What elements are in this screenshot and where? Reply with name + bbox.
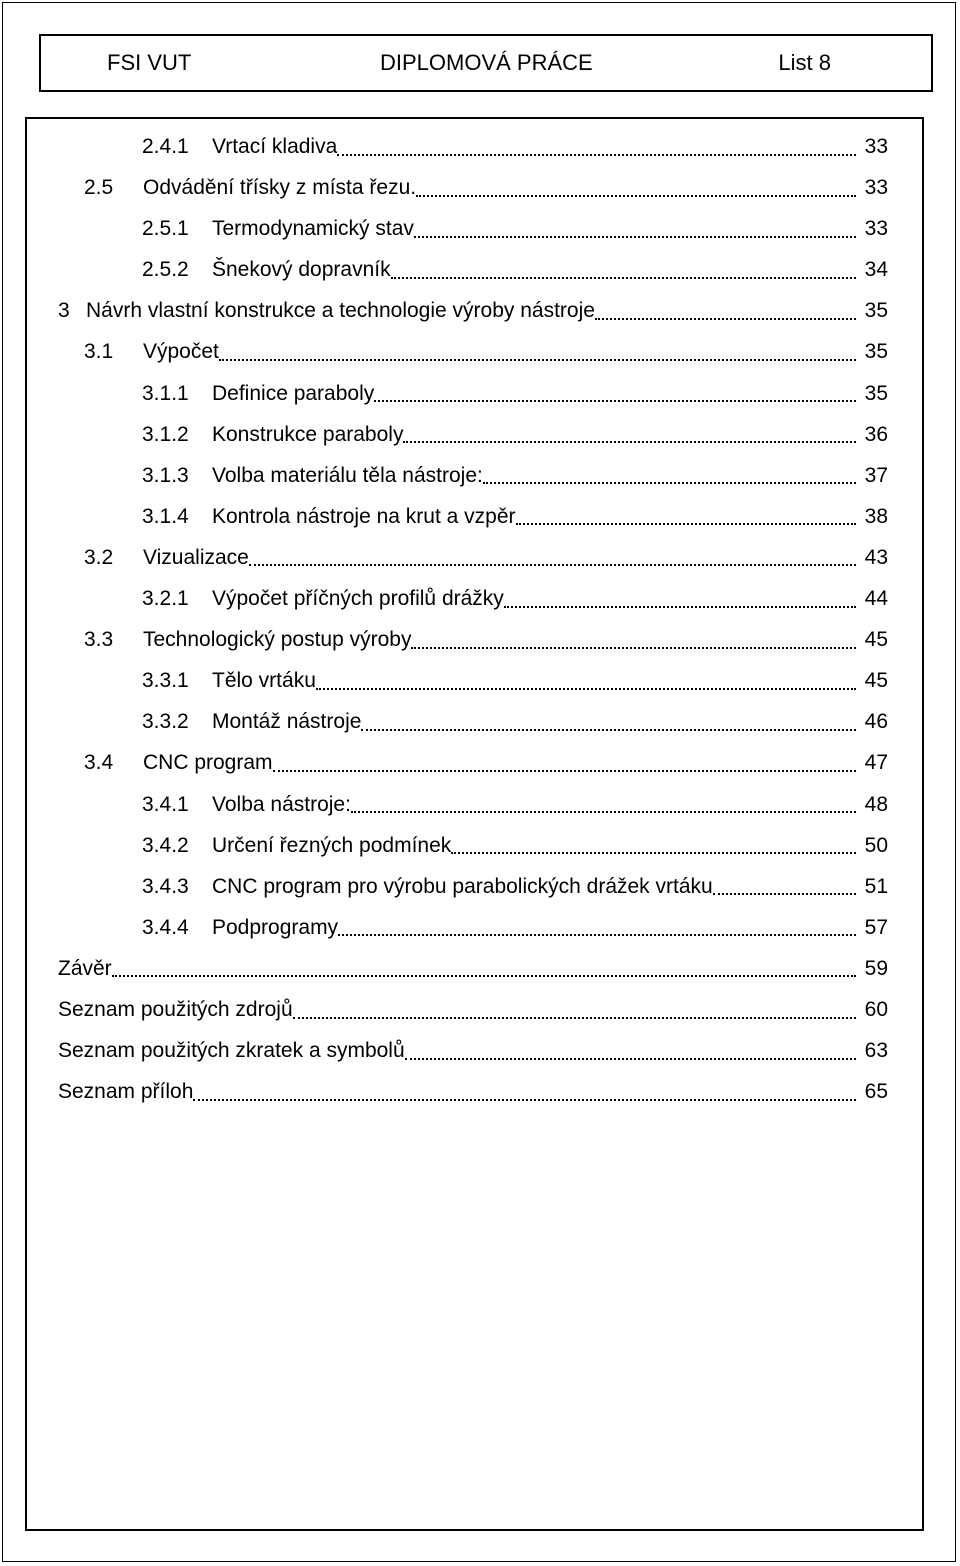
toc-dot-leader [112, 956, 856, 980]
toc-entry-page: 60 [864, 997, 888, 1021]
toc-entry-title: CNC program pro výrobu parabolických drážek vrtáku [212, 874, 713, 898]
toc-entry-page: 35 [864, 340, 888, 364]
toc-entry[interactable] [58, 989, 888, 1030]
toc-entry-title: Šnekový dopravník [212, 258, 391, 282]
toc-entry-title: Seznam použitých zdrojů [58, 997, 293, 1021]
toc-entry-page: 33 [864, 176, 888, 200]
toc-dot-leader [483, 463, 856, 487]
toc-entry[interactable] [58, 373, 888, 414]
toc-entry-page: 33 [864, 217, 888, 241]
toc-entry[interactable] [58, 249, 888, 290]
toc-entry[interactable] [58, 1030, 888, 1071]
toc-entry[interactable] [58, 907, 888, 948]
toc-entry-title: Závěr [58, 956, 112, 980]
toc-entry-page: 45 [864, 628, 888, 652]
header-institution: FSI VUT [107, 50, 192, 75]
toc-entry-page: 35 [864, 299, 888, 323]
toc-dot-leader [249, 545, 856, 569]
toc-entry-page: 38 [864, 504, 888, 528]
toc-dot-leader [219, 340, 856, 364]
toc-entry[interactable] [58, 948, 888, 989]
toc-entry-number: 3.4.2 [142, 833, 189, 857]
toc-entry-title: Vizualizace [143, 545, 249, 569]
header-document-type: DIPLOMOVÁ PRÁCE [380, 50, 593, 75]
header-page-number: List 8 [778, 50, 831, 75]
toc-entry-page: 59 [864, 956, 888, 980]
toc-entry-page: 63 [864, 1039, 888, 1063]
toc-dot-leader [273, 751, 856, 775]
toc-entry-number: 3.1 [84, 340, 114, 364]
toc-entry-title: Podprogramy [212, 915, 339, 939]
toc-entry[interactable] [58, 784, 888, 825]
toc-entry[interactable] [58, 414, 888, 455]
toc-entry-page: 44 [864, 587, 888, 611]
toc-entry-number: 3.4.4 [142, 915, 189, 939]
table-of-contents [58, 126, 888, 1112]
toc-entry-title: Výpočet příčných profilů drážky [212, 587, 504, 611]
toc-entry-number: 3.2 [84, 545, 114, 569]
toc-dot-leader [405, 1039, 856, 1063]
toc-entry-number: 2.5.2 [142, 258, 189, 282]
toc-entry-number: 2.5 [84, 176, 114, 200]
toc-entry[interactable] [58, 290, 888, 331]
toc-entry-page: 50 [864, 833, 888, 857]
toc-entry-title: Seznam příloh [58, 1080, 194, 1104]
toc-entry[interactable] [58, 537, 888, 578]
toc-dot-leader [193, 1080, 856, 1104]
toc-entry[interactable] [58, 331, 888, 372]
toc-entry-title: Konstrukce paraboly [212, 422, 404, 446]
toc-entry-number: 3.2.1 [142, 587, 189, 611]
toc-entry-page: 47 [864, 751, 888, 775]
toc-entry-title: Technologický postup výroby [143, 628, 412, 652]
toc-entry-title: Montáž nástroje [212, 710, 362, 734]
toc-dot-leader [451, 833, 856, 857]
toc-entry-page: 57 [864, 915, 888, 939]
toc-entry-page: 35 [864, 381, 888, 405]
toc-entry[interactable] [58, 866, 888, 907]
toc-entry-number: 3.3.1 [142, 669, 189, 693]
toc-entry-title: Seznam použitých zkratek a symbolů [58, 1039, 405, 1063]
toc-entry-title: Odvádění třísky z místa řezu. [143, 176, 417, 200]
toc-dot-leader [713, 874, 856, 898]
toc-entry-page: 46 [864, 710, 888, 734]
toc-entry-title: Tělo vrtáku [212, 669, 316, 693]
toc-dot-leader [351, 792, 856, 816]
toc-entry-title: Výpočet [143, 340, 219, 364]
toc-entry-title: Volba materiálu těla nástroje: [212, 463, 483, 487]
toc-dot-leader [337, 135, 856, 159]
toc-entry[interactable] [58, 578, 888, 619]
toc-dot-leader [595, 299, 856, 323]
toc-entry-page: 36 [864, 422, 888, 446]
toc-entry[interactable] [58, 701, 888, 742]
toc-entry-title: Návrh vlastní konstrukce a technologie výroby nástroje [86, 299, 595, 323]
toc-entry[interactable] [58, 619, 888, 660]
toc-entry-page: 45 [864, 669, 888, 693]
toc-entry-number: 3.3 [84, 628, 114, 652]
toc-entry-number: 3.4.3 [142, 874, 189, 898]
toc-entry[interactable] [58, 1071, 888, 1112]
toc-dot-leader [414, 217, 856, 241]
toc-entry[interactable] [58, 455, 888, 496]
toc-dot-leader [338, 915, 856, 939]
toc-dot-leader [516, 504, 857, 528]
toc-entry-title: Termodynamický stav [212, 217, 414, 241]
toc-entry[interactable] [58, 167, 888, 208]
toc-dot-leader [504, 587, 856, 611]
toc-entry-page: 48 [864, 792, 888, 816]
toc-entry-page: 33 [864, 135, 888, 158]
toc-entry-number: 3.3.2 [142, 710, 189, 734]
toc-dot-leader [361, 710, 856, 734]
toc-dot-leader [316, 669, 856, 693]
toc-entry[interactable] [58, 126, 888, 167]
toc-entry[interactable] [58, 825, 888, 866]
toc-entry-title: Kontrola nástroje na krut a vzpěr [212, 504, 516, 528]
page-header [39, 34, 933, 92]
toc-entry-number: 3.1.4 [142, 504, 189, 528]
toc-entry-number: 2.4.1 [142, 135, 189, 158]
toc-entry-page: 43 [864, 545, 888, 569]
toc-dot-leader [391, 258, 856, 282]
toc-entry-number: 3.4.1 [142, 792, 189, 816]
toc-entry-number: 3 [58, 299, 70, 323]
toc-entry[interactable] [58, 660, 888, 701]
toc-entry-number: 3.1.2 [142, 422, 189, 446]
toc-entry-title: Definice paraboly [212, 381, 375, 405]
toc-dot-leader [374, 381, 856, 405]
toc-entry-title: Určení řezných podmínek [212, 833, 452, 857]
toc-entry-page: 51 [864, 874, 888, 898]
toc-dot-leader [403, 422, 856, 446]
toc-entry-number: 3.1.3 [142, 463, 189, 487]
toc-entry-number: 2.5.1 [142, 217, 189, 241]
toc-dot-leader [416, 176, 856, 200]
toc-entry[interactable] [58, 496, 888, 537]
toc-entry-number: 3.4 [84, 751, 114, 775]
toc-dot-leader [293, 998, 856, 1022]
toc-entry-title: Vrtací kladiva [212, 135, 338, 158]
toc-entry-page: 37 [864, 463, 888, 487]
toc-entry-page: 34 [864, 258, 888, 282]
toc-entry-title: CNC program [143, 751, 273, 775]
toc-entry[interactable] [58, 208, 888, 249]
toc-entry-title: Volba nástroje: [212, 792, 351, 816]
toc-dot-leader [411, 628, 856, 652]
toc-entry-number: 3.1.1 [142, 381, 189, 405]
toc-entry-page: 65 [864, 1080, 888, 1104]
toc-entry[interactable] [58, 742, 888, 783]
